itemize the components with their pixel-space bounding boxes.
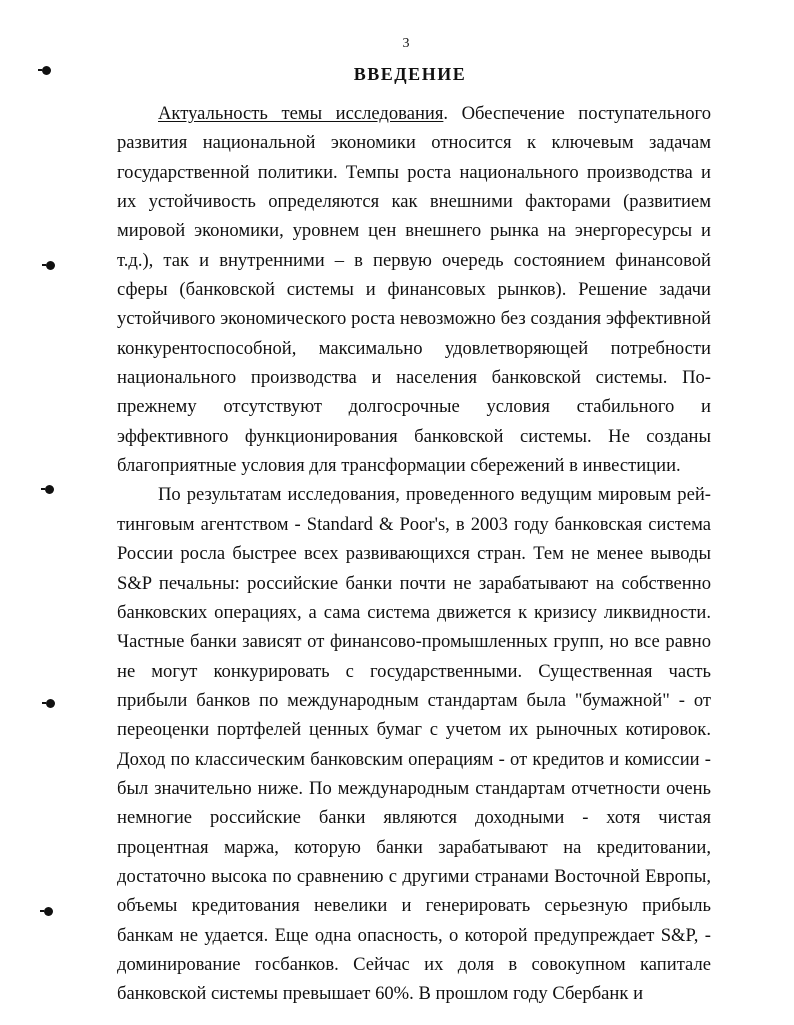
paragraph-text: . Обеспечение поступательного развития национальной экономики относится к ключевым задачам государственной политики. Темпы роста национального производства и их устойчивость определяются как внешними факторами (развитием мировой экономики, уровнем цен внешнего рынка на энергоресурсы и т.д.), так и внутренними – в первую очередь состоянием финансовой сферы (банковской системы и финансовых рынков). Решение задачи устойчивого экономического роста невозможно без создания эффективной конкурентоспособной, максимально удовлетворяющей потребности национального производства и населения банковской системы. По-прежнему отсутствуют долгосрочные условия стабильного и эффективного функционирования банковской системы. Не созданы благоприятные условия для трансформации сбережений в инвестиции. (117, 103, 711, 477)
punch-hole-mark (46, 699, 55, 708)
section-heading-relevance: Актуальность темы исследования (158, 103, 444, 124)
punch-hole-mark (44, 907, 53, 916)
document-body (117, 99, 711, 1009)
punch-hole-mark (42, 66, 51, 75)
page-number: 3 (402, 36, 410, 51)
paragraph-relevance (117, 99, 711, 480)
punch-hole-mark (46, 261, 55, 270)
paragraph-sp-research: По результатам исследования, проведенного ведущим мировым рейтинговым агентством - Standard & Poor's, в 2003 году банковская система России росла быстрее всех развивающихся стран. Тем не менее выводы S&P печальны: российские банки почти не зарабатывают на собственно банковских операциях, а сама система движется к кризису ликвидности. Частные банки зависят от финансово-промышленных групп, но все равно не могут конкурировать с государственными. Существенная часть прибыли банков по международным стандартам была "бумажной" - от переоценки портфелей ценных бумаг с учетом их рыночных котировок. Доход по классическим банковским операциям - от кредитов и комиссии - был значительно ниже. По международным стандартам отчетности очень немногие российские банки являются доходными - хотя чистая процентная маржа, которую банки зарабатывают на кредитовании, достаточно высока по сравнению с другими странами Восточной Европы, объемы кредитования невелики и генерировать серьезную прибыль банкам не удается. Еще одна опасность, о которой предупреждает S&P, - доминирование госбанков. Сейчас их доля в совокупном капитале банковской системы превышает 60%. В прошлом году Сбербанк и (117, 484, 711, 1005)
punch-hole-mark (45, 485, 54, 494)
page-title: ВВЕДЕНИЕ (353, 64, 467, 84)
